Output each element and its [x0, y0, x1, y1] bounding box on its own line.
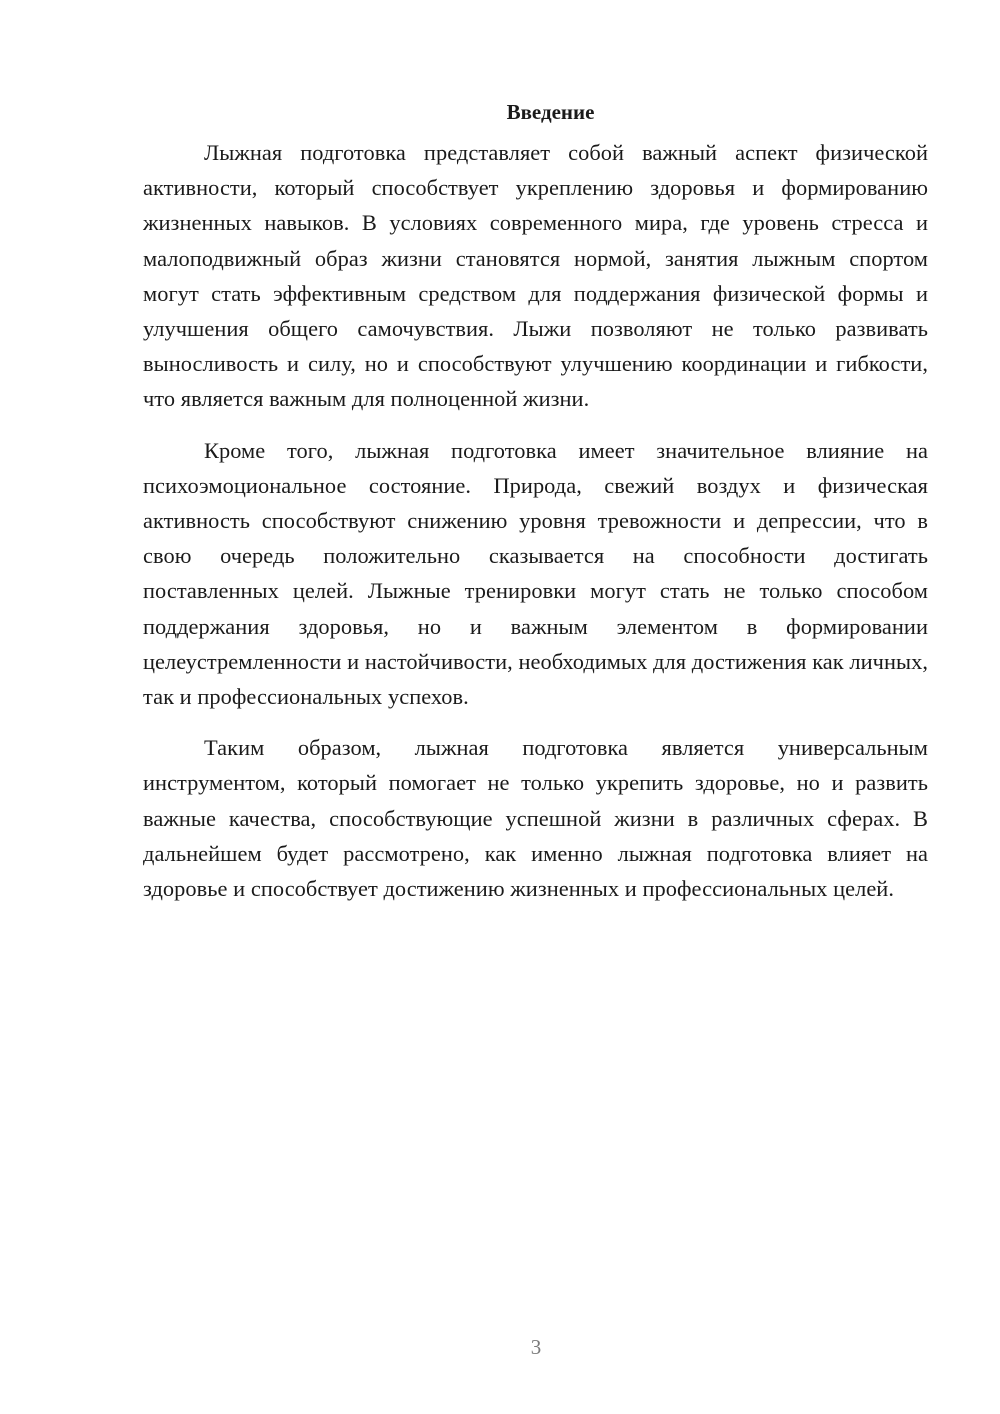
paragraph-1: Лыжная подготовка представляет собой важный аспект физической активности, который способствует укреплению здоровья и формированию жизненных навыков. В условиях современного мира, где уровень стресса и малоподвижный образ жизни становятся нормой, занятия лыжным спортом могут стать эффективным средством для поддержания физической формы и улучшения общего самочувствия. Лыжи позволяют не только развивать выносливость и силу, но и способствуют улучшению координации и гибкости, что является важным для полноценной жизни. [143, 140, 928, 412]
paragraph-2: Кроме того, лыжная подготовка имеет значительное влияние на психоэмоциональное состояние. Природа, свежий воздух и физическая активность способствуют снижению уровня тревожности и депрессии, что в свою очередь положительно сказывается на способности достигать поставленных целей. Лыжные тренировки могут стать не только способом поддержания здоровья, но и важным элементом в формировании целеустремленности и настойчивости, необходимых для достижения как личных, так и профессиональных успехов. [143, 437, 928, 710]
section-title: Введение [506, 100, 595, 124]
page-content [143, 97, 928, 906]
page-number: 3 [530, 1335, 542, 1359]
paragraph-3: Таким образом, лыжная подготовка является универсальным инструментом, который помогает не только укрепить здоровье, но и развить важные качества, способствующие успешной жизни в различных сферах. В дальнейшем будет рассмотрено, как именно лыжная подготовка влияет на здоровье и способствует достижению жизненных и профессиональных целей. [143, 735, 928, 902]
